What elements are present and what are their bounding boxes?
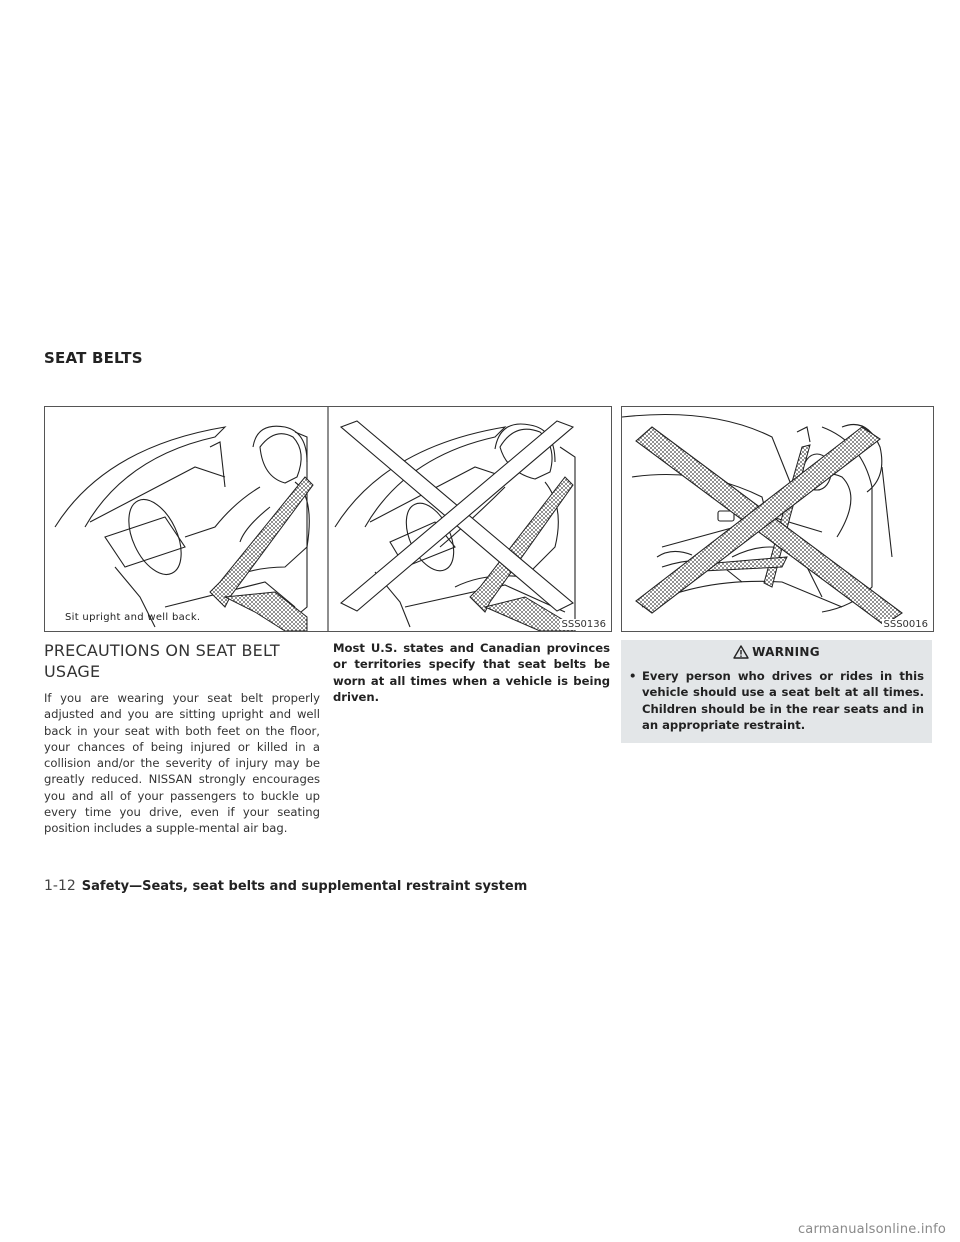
section-heading: SEAT BELTS [44,349,143,367]
precautions-paragraph: If you are wearing your seat belt properly adjusted and you are sitting upright and well back in your seat with both feet on the floor, your chances of being injured or killed in a collision and/or the severity of injury may be greatly reduced. NISSAN strongly encourages you and all of your passengers to buckle up every time you drive, even if your seating position includes a supple-mental air bag. [44,691,320,836]
reclined-seat-figure [621,406,934,632]
warning-triangle-icon [733,645,749,659]
chapter-title: Safety—Seats, seat belts and supplemental restraint system [81,879,528,894]
warning-column [621,640,932,743]
figure-code: SSS0016 [883,619,928,630]
seating-posture-illustration [45,407,611,631]
page-footer [44,878,527,894]
page-number: 1-12 [44,878,76,894]
warning-item: • Every person who drives or rides in this vehicle should use a seat belt at all times. Children should be in the rear seats and in an appropriate restraint. [629,668,924,733]
watermark-link[interactable]: carmanualsonline.info [797,1222,946,1237]
law-note-paragraph: Most U.S. states and Canadian provinces or territories specify that seat belts be worn at all times when a vehicle is being driven. [333,641,610,704]
seating-posture-figure [44,406,612,632]
warning-title: WARNING [752,645,820,659]
precautions-heading: PRECAUTIONS ON SEAT BELT USAGE [44,641,280,681]
figure-caption: Sit upright and well back. [65,612,201,623]
figure-code: SSS0136 [561,619,606,630]
law-note-column [333,640,610,705]
warning-box [621,640,932,743]
warning-list [621,668,932,733]
warning-title-row [621,640,932,664]
precautions-column [44,640,320,837]
reclined-seat-illustration [622,407,933,631]
